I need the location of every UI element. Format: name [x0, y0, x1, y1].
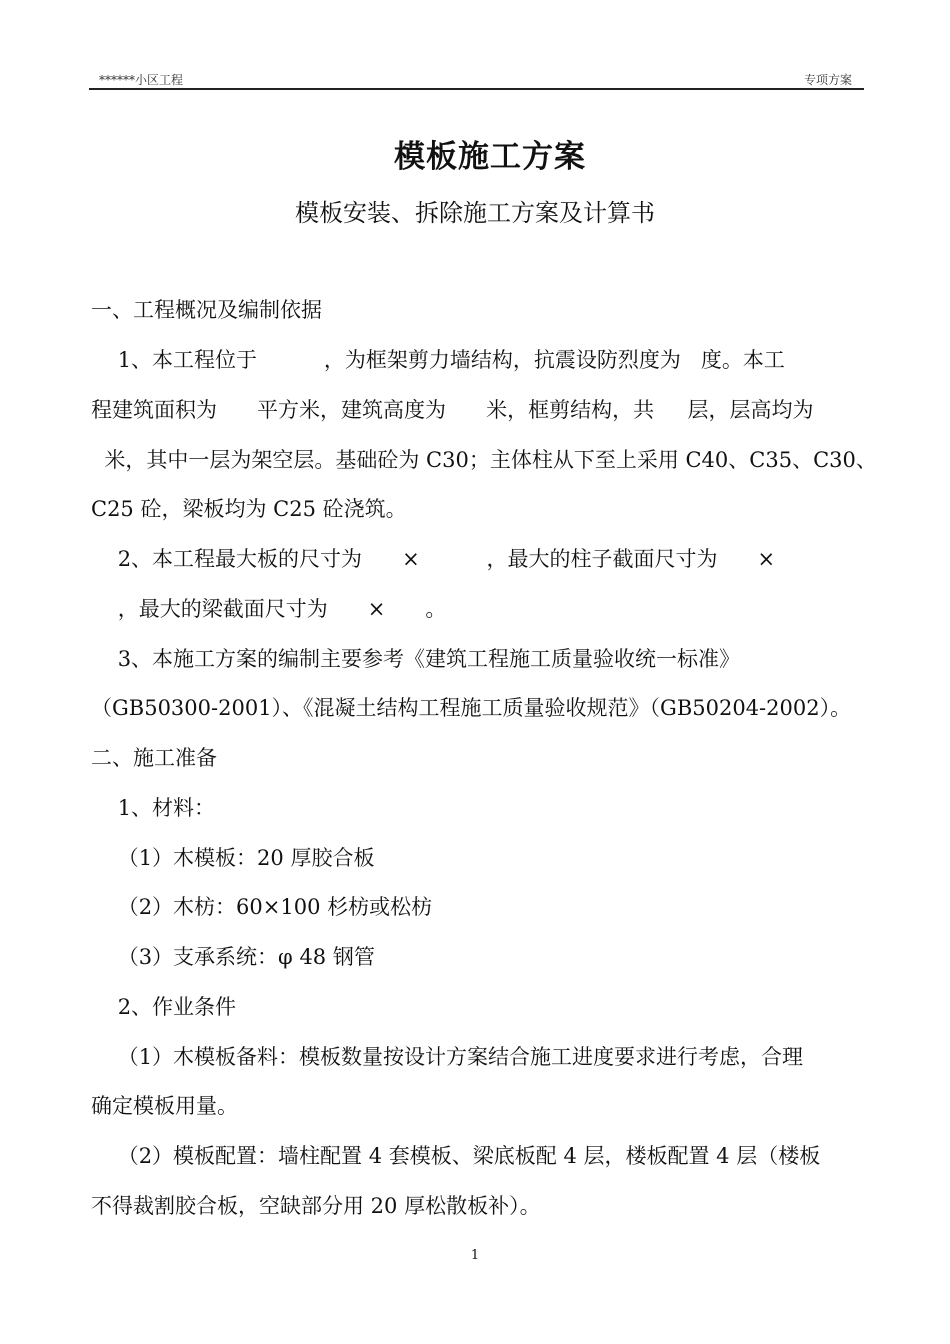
paragraph-line: 确定模板用量。: [91, 1094, 238, 1118]
page-number: 1: [470, 1248, 480, 1263]
paragraph-line: 不得裁割胶合板，空缺部分用 20 厚松散板补）。: [91, 1194, 541, 1218]
document-subtitle: 模板安装、拆除施工方案及计算书: [295, 199, 655, 227]
section-heading-preparation: 二、施工准备: [91, 746, 217, 770]
paragraph-line: 2、本工程最大板的尺寸为 × ，最大的柱子截面尺寸为 ×: [91, 547, 776, 571]
paragraph-line: 米，其中一层为架空层。基础砼为 C30；主体柱从下至上采用 C40、C35、C30、: [91, 448, 877, 472]
page-header: [89, 70, 864, 88]
section-heading-overview: 一、工程概况及编制依据: [91, 298, 322, 322]
list-item: （3）支承系统：φ 48 钢管: [91, 945, 375, 969]
header-divider: [89, 88, 864, 90]
paragraph-line: 1、本工程位于 ，为框架剪力墙结构，抗震设防烈度为 度。本工: [91, 348, 785, 372]
paragraph-line: ，最大的梁截面尺寸为 × 。: [91, 597, 447, 621]
list-item: （1）木模板：20 厚胶合板: [91, 846, 375, 870]
subheading-conditions: 2、作业条件: [91, 995, 237, 1019]
paragraph-line: 3、本施工方案的编制主要参考《建筑工程施工质量验收统一标准》: [91, 647, 741, 671]
paragraph-line: （1）木模板备料：模板数量按设计方案结合施工进度要求进行考虑，合理: [91, 1045, 804, 1069]
paragraph-line: （GB50300-2001）、《混凝土结构工程施工质量验收规范》（GB50204-2002）。: [91, 696, 852, 720]
header-document-type: 专项方案: [803, 73, 852, 87]
paragraph-line: C25 砼，梁板均为 C25 砼浇筑。: [91, 497, 407, 521]
document-title: 模板施工方案: [394, 139, 586, 175]
paragraph-line: （2）模板配置：墙柱配置 4 套模板、梁底板配 4 层，楼板配置 4 层（楼板: [91, 1144, 821, 1168]
list-item: （2）木枋：60×100 杉枋或松枋: [91, 895, 433, 919]
paragraph-line: 程建筑面积为 平方米，建筑高度为 米，框剪结构，共 层，层高均为: [91, 398, 814, 422]
subheading-materials: 1、材料：: [91, 796, 216, 820]
header-project-name: ******小区工程: [99, 73, 184, 87]
